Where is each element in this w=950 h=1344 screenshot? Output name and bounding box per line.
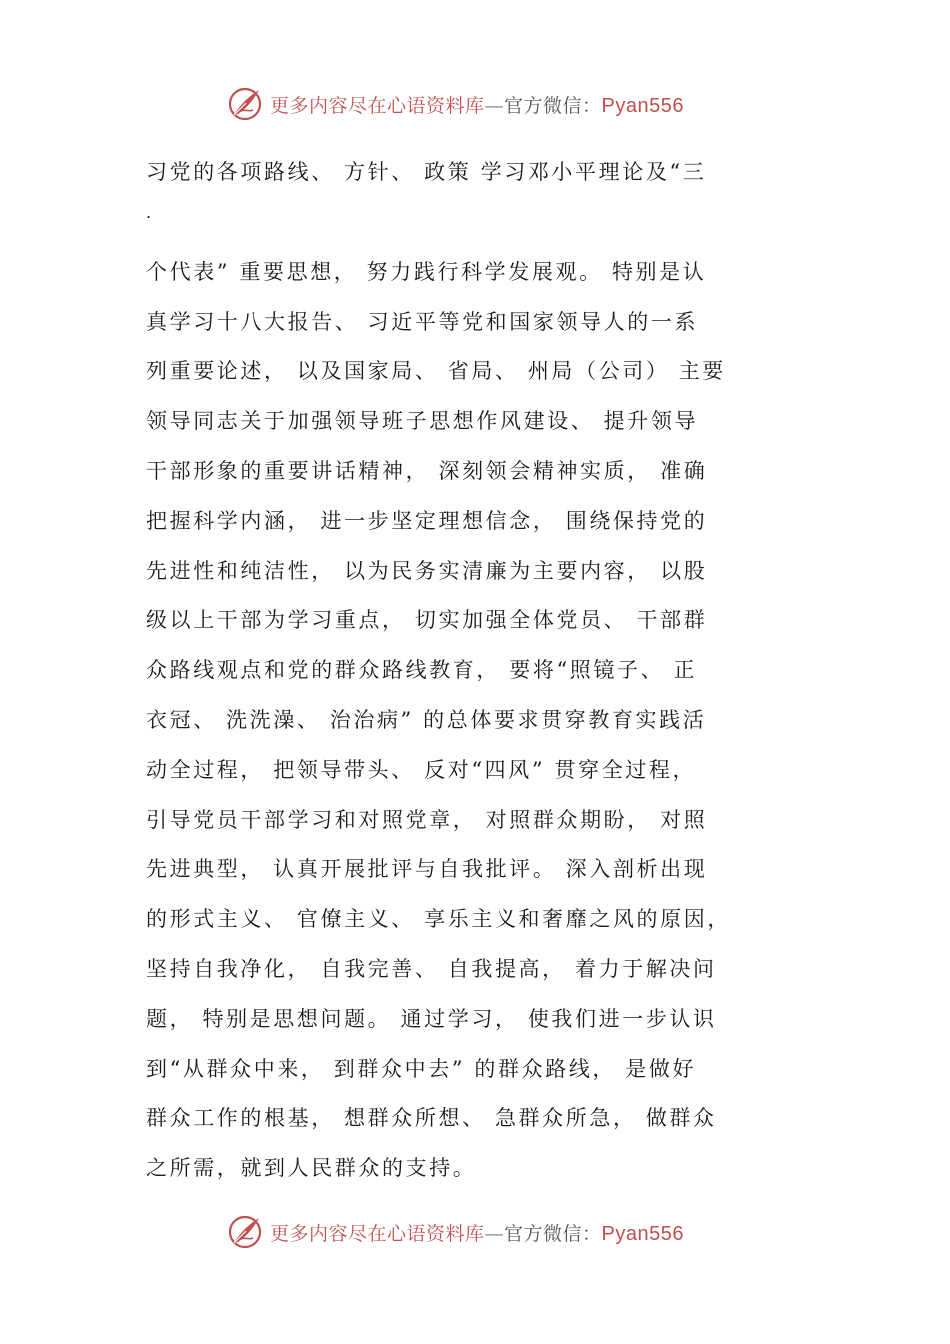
body-line: 列重要论述， 以及国家局、 省局、 州局（公司） 主要 [146,359,726,384]
body-line: 干部形象的重要讲话精神， 深刻领会精神实质， 准确 [146,458,708,483]
body-line: 先进典型， 认真开展批评与自我批评。 深入剖析出现 [146,857,708,882]
body-line: 先进性和纯洁性， 以为民务实清廉为主要内容， 以股 [146,558,708,583]
body-line: 的形式主义、 官僚主义、 享乐主义和奢靡之风的原因， [146,907,731,932]
watermark-main-text: 更多内容尽在心语资料库 [270,1222,485,1245]
body-line: 习党的各项路线、 方针、 政策 学习邓小平理论及“三 [146,160,707,184]
body-line: 题， 特别是思想问题。 通过学习， 使我们进一步认识 [146,1006,717,1031]
watermark-dash: — [484,1222,505,1245]
body-line: 衣冠、 洗洗澡、 治治病” 的总体要求贯穿教育实践活 [146,707,707,732]
footer-watermark [226,1212,746,1252]
body-line: 个代表” 重要思想， 努力践行科学发展观。 特别是认 [146,259,707,284]
watermark-secondary-text: 官方微信： [504,1222,602,1245]
watermark-wechat-id: Pyan556 [601,1222,684,1245]
body-line: 到“从群众中来， 到群众中去” 的群众路线， 是做好 [146,1056,697,1081]
body-line: 领导同志关于加强领导班子思想作风建设、 提升领导 [146,409,699,434]
body-line: 群众工作的根基， 想群众所想、 急群众所急， 做群众 [146,1106,717,1131]
document-body [146,148,736,1194]
body-line: 级以上干部为学习重点， 切实加强全体党员、 干部群 [146,608,708,633]
body-line: 坚持自我净化， 自我完善、 自我提高， 着力于解决问 [146,956,717,981]
watermark-wechat-id: Pyan556 [601,94,684,117]
watermark-text [270,91,684,118]
watermark-dash: — [484,94,505,117]
body-line: 真学习十八大报告、 习近平等党和国家领导人的一系 [146,309,699,334]
body-line: 之所需，就到人民群众的支持。 [146,1156,477,1181]
body-line: 动全过程， 把领导带头、 反对“四风” 贯穿全过程， [146,757,697,782]
body-line: 引导党员干部学习和对照党章， 对照群众期盼， 对照 [146,807,708,832]
header-watermark [226,84,746,124]
body-line: 把握科学内涵， 进一步坚定理想信念， 围绕保持党的 [146,508,708,533]
quill-logo-icon [226,1213,264,1251]
body-line-stray-dot: . [146,202,154,222]
watermark-main-text: 更多内容尽在心语资料库 [270,94,485,117]
watermark-secondary-text: 官方微信： [504,94,602,117]
watermark-text [270,1219,684,1246]
quill-logo-icon [226,85,264,123]
body-line: 众路线观点和党的群众路线教育， 要将“照镜子、 正 [146,658,698,683]
